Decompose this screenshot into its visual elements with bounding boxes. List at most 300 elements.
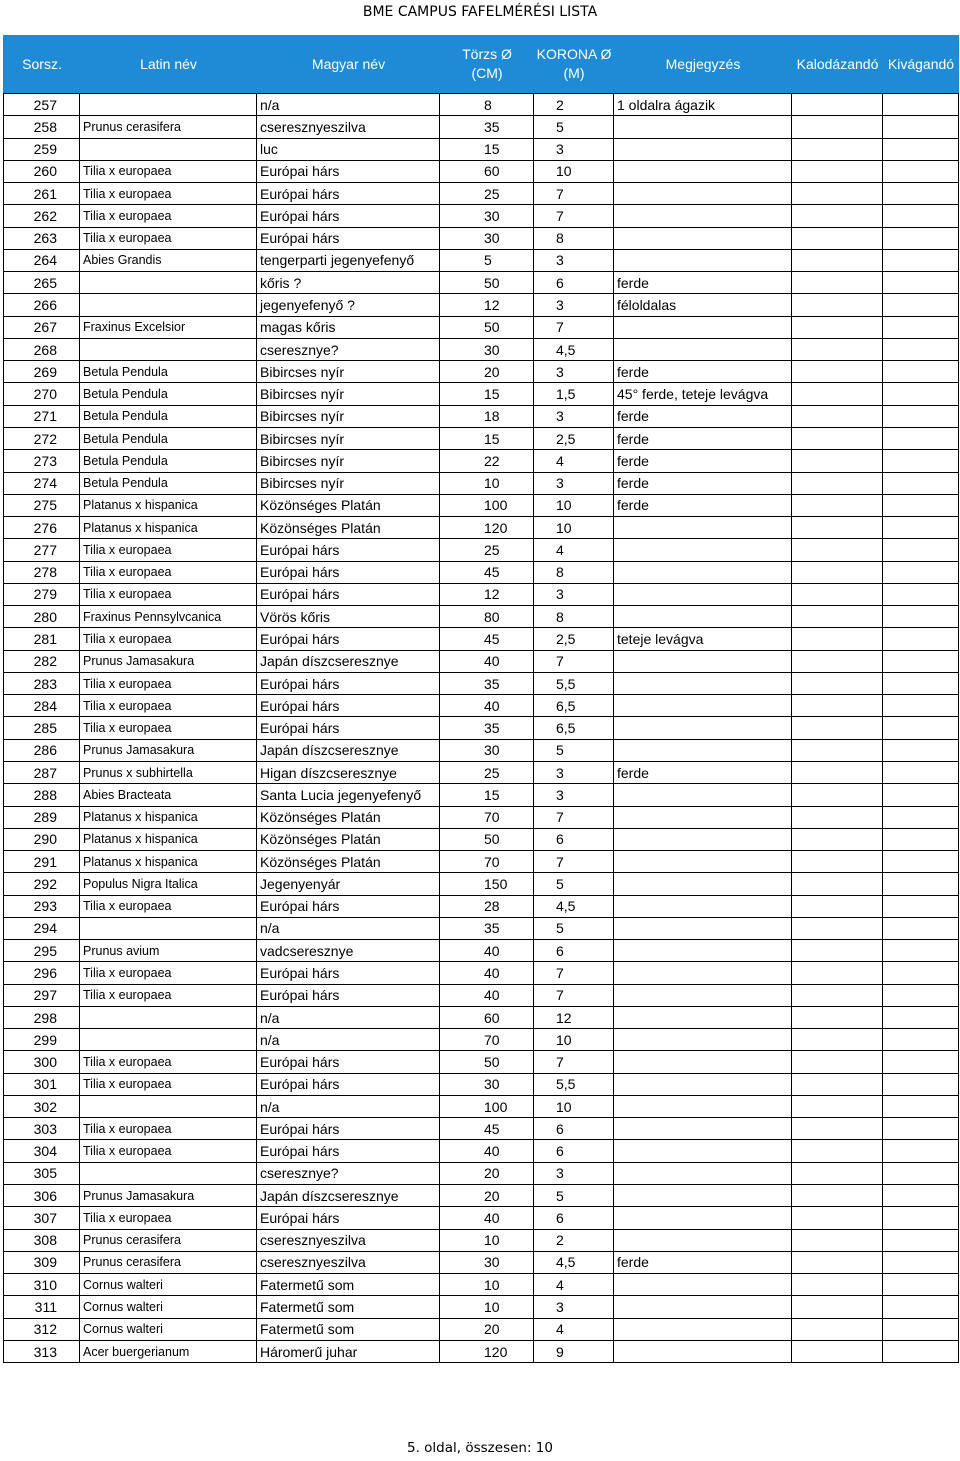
table-row [4,1006,959,1028]
cell-hungarian-name: Európai hárs [257,160,440,182]
cell-to-cut [883,160,959,182]
cell-trunk: 20 [440,1162,534,1184]
cell-to-cut [883,1140,959,1162]
cell-latin-name [80,294,257,316]
cell-to-fence [792,227,883,249]
cell-crown: 6 [534,272,614,294]
cell-trunk: 35 [440,717,534,739]
cell-crown: 4 [534,1274,614,1296]
cell-serial: 307 [4,1207,80,1229]
cell-to-cut [883,1095,959,1117]
cell-to-fence [792,1073,883,1095]
cell-hungarian-name: Bibircses nyír [257,361,440,383]
cell-crown: 6 [534,940,614,962]
cell-trunk: 100 [440,1095,534,1117]
cell-hungarian-name: Európai hárs [257,1051,440,1073]
cell-serial: 258 [4,116,80,138]
table-row [4,1274,959,1296]
cell-to-fence [792,338,883,360]
cell-to-fence [792,450,883,472]
cell-crown: 6 [534,828,614,850]
cell-note [614,138,792,160]
table-row [4,984,959,1006]
table-row [4,1073,959,1095]
table-row [4,249,959,271]
cell-serial: 292 [4,873,80,895]
table-row [4,739,959,761]
cell-to-fence [792,784,883,806]
cell-note [614,1296,792,1318]
page-footer: 5. oldal, összesen: 10 [407,1440,553,1456]
cell-hungarian-name: Európai hárs [257,539,440,561]
cell-to-cut [883,962,959,984]
cell-note [614,249,792,271]
cell-serial: 295 [4,940,80,962]
cell-hungarian-name: luc [257,138,440,160]
cell-to-cut [883,316,959,338]
cell-hungarian-name: magas kőris [257,316,440,338]
cell-to-fence [792,1185,883,1207]
table-row [4,1140,959,1162]
cell-serial: 273 [4,450,80,472]
cell-note: ferde [614,494,792,516]
cell-crown: 3 [534,761,614,783]
table-row [4,1118,959,1140]
cell-trunk: 15 [440,383,534,405]
cell-to-cut [883,917,959,939]
cell-note: ferde [614,450,792,472]
cell-hungarian-name: Európai hárs [257,984,440,1006]
cell-latin-name: Tilia x europaea [80,628,257,650]
cell-trunk: 40 [440,940,534,962]
header-sorsz: Sorsz. [22,55,62,72]
cell-crown: 10 [534,517,614,539]
cell-trunk: 40 [440,1207,534,1229]
cell-to-cut [883,1185,959,1207]
cell-crown: 7 [534,205,614,227]
cell-to-fence [792,1118,883,1140]
cell-hungarian-name: Fatermetű som [257,1274,440,1296]
cell-hungarian-name: n/a [257,1006,440,1028]
table-row [4,405,959,427]
cell-latin-name: Cornus walteri [80,1318,257,1340]
cell-latin-name [80,338,257,360]
cell-hungarian-name: Bibircses nyír [257,427,440,449]
cell-trunk: 50 [440,828,534,850]
cell-to-fence [792,517,883,539]
cell-latin-name: Platanus x hispanica [80,517,257,539]
cell-to-fence [792,1296,883,1318]
table-row [4,672,959,694]
cell-to-cut [883,739,959,761]
cell-trunk: 25 [440,761,534,783]
table-row [4,1162,959,1184]
cell-note [614,695,792,717]
cell-crown: 8 [534,561,614,583]
table-row [4,316,959,338]
cell-trunk: 45 [440,1118,534,1140]
cell-hungarian-name: Japán díszcseresznye [257,739,440,761]
cell-serial: 266 [4,294,80,316]
header-trunk-diameter: Törzs Ø (CM) [462,46,512,81]
cell-serial: 278 [4,561,80,583]
cell-to-fence [792,1207,883,1229]
cell-crown: 10 [534,160,614,182]
cell-latin-name: Tilia x europaea [80,183,257,205]
cell-serial: 312 [4,1318,80,1340]
cell-to-fence [792,1051,883,1073]
cell-serial: 272 [4,427,80,449]
cell-hungarian-name: n/a [257,94,440,116]
cell-to-cut [883,1118,959,1140]
cell-trunk: 40 [440,1140,534,1162]
cell-trunk: 25 [440,539,534,561]
cell-hungarian-name: vadcseresznye [257,940,440,962]
table-row [4,717,959,739]
cell-to-fence [792,494,883,516]
cell-trunk: 30 [440,205,534,227]
cell-latin-name: Abies Grandis [80,249,257,271]
cell-note [614,962,792,984]
cell-latin-name: Prunus cerasifera [80,1251,257,1273]
cell-to-cut [883,1073,959,1095]
cell-to-cut [883,583,959,605]
cell-to-cut [883,1051,959,1073]
table-row [4,940,959,962]
table-row [4,116,959,138]
cell-latin-name: Tilia x europaea [80,227,257,249]
table-row [4,227,959,249]
cell-note [614,316,792,338]
table-row [4,561,959,583]
cell-latin-name [80,1162,257,1184]
cell-serial: 267 [4,316,80,338]
cell-crown: 8 [534,227,614,249]
cell-note [614,583,792,605]
cell-note [614,1073,792,1095]
cell-crown: 4 [534,1318,614,1340]
cell-trunk: 45 [440,628,534,650]
cell-to-cut [883,606,959,628]
cell-to-cut [883,1162,959,1184]
cell-serial: 263 [4,227,80,249]
cell-serial: 262 [4,205,80,227]
cell-crown: 7 [534,183,614,205]
cell-to-fence [792,405,883,427]
cell-note [614,1207,792,1229]
cell-hungarian-name: Európai hárs [257,895,440,917]
table-row [4,517,959,539]
cell-crown: 6 [534,1118,614,1140]
cell-note [614,183,792,205]
cell-to-cut [883,405,959,427]
cell-note [614,806,792,828]
cell-note: ferde [614,1251,792,1273]
cell-latin-name [80,272,257,294]
cell-trunk: 80 [440,606,534,628]
cell-to-cut [883,1251,959,1273]
cell-hungarian-name: tengerparti jegenyefenyő [257,249,440,271]
cell-trunk: 15 [440,138,534,160]
cell-note [614,1140,792,1162]
cell-latin-name: Prunus Jamasakura [80,650,257,672]
cell-to-fence [792,695,883,717]
cell-note: 1 oldalra ágazik [614,94,792,116]
cell-note [614,517,792,539]
cell-to-fence [792,873,883,895]
cell-note [614,1006,792,1028]
cell-serial: 277 [4,539,80,561]
cell-crown: 1,5 [534,383,614,405]
cell-to-fence [792,806,883,828]
tree-table [3,93,959,1363]
table-row [4,628,959,650]
cell-hungarian-name: Európai hárs [257,628,440,650]
cell-hungarian-name: Európai hárs [257,1207,440,1229]
cell-crown: 3 [534,294,614,316]
cell-latin-name: Prunus Jamasakura [80,1185,257,1207]
cell-note [614,116,792,138]
header-note: Megjegyzés [665,55,741,72]
cell-latin-name: Populus Nigra Italica [80,873,257,895]
table-row [4,1251,959,1273]
cell-to-cut [883,784,959,806]
cell-trunk: 60 [440,1006,534,1028]
cell-hungarian-name: n/a [257,1029,440,1051]
cell-serial: 306 [4,1185,80,1207]
cell-note [614,1340,792,1362]
cell-trunk: 60 [440,160,534,182]
cell-to-cut [883,828,959,850]
cell-hungarian-name: Közönséges Platán [257,517,440,539]
table-row [4,94,959,116]
cell-note [614,917,792,939]
cell-note [614,1229,792,1251]
cell-crown: 7 [534,806,614,828]
header-latin-name: Latin név [140,55,197,72]
cell-trunk: 40 [440,962,534,984]
cell-hungarian-name: Higan díszcseresznye [257,761,440,783]
cell-trunk: 28 [440,895,534,917]
cell-serial: 283 [4,672,80,694]
cell-hungarian-name: n/a [257,1095,440,1117]
table-row [4,761,959,783]
cell-note: ferde [614,361,792,383]
cell-to-cut [883,628,959,650]
cell-note [614,1185,792,1207]
cell-latin-name: Prunus cerasifera [80,1229,257,1251]
cell-latin-name [80,1095,257,1117]
cell-trunk: 100 [440,494,534,516]
cell-latin-name: Tilia x europaea [80,583,257,605]
cell-note [614,984,792,1006]
cell-latin-name: Tilia x europaea [80,1073,257,1095]
cell-serial: 260 [4,160,80,182]
table-row [4,1296,959,1318]
cell-note [614,784,792,806]
cell-crown: 2,5 [534,628,614,650]
page-title: BME CAMPUS FAFELMÉRÉSI LISTA [362,4,598,20]
cell-trunk: 10 [440,1296,534,1318]
cell-to-cut [883,1340,959,1362]
cell-serial: 280 [4,606,80,628]
cell-hungarian-name: Európai hárs [257,962,440,984]
cell-latin-name: Platanus x hispanica [80,806,257,828]
cell-crown: 4 [534,539,614,561]
cell-hungarian-name: Fatermetű som [257,1296,440,1318]
cell-hungarian-name: Santa Lucia jegenyefenyő [257,784,440,806]
cell-to-cut [883,450,959,472]
cell-crown: 4,5 [534,1251,614,1273]
cell-crown: 5,5 [534,672,614,694]
cell-trunk: 120 [440,517,534,539]
cell-crown: 3 [534,1296,614,1318]
cell-to-fence [792,940,883,962]
cell-to-cut [883,539,959,561]
cell-note: ferde [614,405,792,427]
table-row [4,1095,959,1117]
cell-to-fence [792,1006,883,1028]
table-row [4,338,959,360]
cell-hungarian-name: jegenyefenyő ? [257,294,440,316]
cell-to-cut [883,1296,959,1318]
cell-hungarian-name: Bibircses nyír [257,383,440,405]
cell-serial: 271 [4,405,80,427]
cell-trunk: 50 [440,272,534,294]
cell-latin-name: Tilia x europaea [80,561,257,583]
cell-to-fence [792,249,883,271]
cell-note [614,739,792,761]
table-row [4,1340,959,1362]
cell-serial: 288 [4,784,80,806]
cell-serial: 287 [4,761,80,783]
cell-to-fence [792,116,883,138]
cell-latin-name: Tilia x europaea [80,539,257,561]
cell-latin-name: Tilia x europaea [80,1051,257,1073]
cell-crown: 3 [534,784,614,806]
cell-latin-name [80,1029,257,1051]
cell-note: teteje levágva [614,628,792,650]
cell-hungarian-name: Európai hárs [257,561,440,583]
cell-serial: 276 [4,517,80,539]
cell-latin-name: Tilia x europaea [80,1118,257,1140]
table-row [4,606,959,628]
cell-latin-name: Tilia x europaea [80,1140,257,1162]
cell-serial: 313 [4,1340,80,1362]
cell-to-fence [792,761,883,783]
cell-note: ferde [614,472,792,494]
cell-hungarian-name: Európai hárs [257,717,440,739]
cell-note [614,1029,792,1051]
cell-hungarian-name: Fatermetű som [257,1318,440,1340]
cell-crown: 7 [534,962,614,984]
cell-serial: 285 [4,717,80,739]
cell-crown: 3 [534,405,614,427]
cell-to-cut [883,472,959,494]
cell-to-cut [883,761,959,783]
cell-hungarian-name: Bibircses nyír [257,450,440,472]
cell-serial: 265 [4,272,80,294]
cell-note [614,1318,792,1340]
cell-hungarian-name: Európai hárs [257,1140,440,1162]
cell-trunk: 22 [440,450,534,472]
table-row [4,851,959,873]
cell-hungarian-name: n/a [257,917,440,939]
cell-to-fence [792,539,883,561]
cell-serial: 290 [4,828,80,850]
cell-latin-name: Betula Pendula [80,361,257,383]
cell-note [614,828,792,850]
cell-crown: 7 [534,650,614,672]
cell-trunk: 40 [440,650,534,672]
cell-serial: 275 [4,494,80,516]
cell-serial: 281 [4,628,80,650]
cell-note: ferde [614,761,792,783]
cell-crown: 4 [534,450,614,472]
cell-crown: 5 [534,1185,614,1207]
cell-to-fence [792,606,883,628]
cell-trunk: 10 [440,1274,534,1296]
cell-hungarian-name: cseresznyeszilva [257,116,440,138]
cell-to-fence [792,1229,883,1251]
cell-serial: 286 [4,739,80,761]
cell-to-cut [883,1029,959,1051]
cell-trunk: 30 [440,227,534,249]
cell-latin-name: Prunus x subhirtella [80,761,257,783]
cell-to-cut [883,205,959,227]
cell-to-fence [792,138,883,160]
table-row [4,383,959,405]
cell-to-cut [883,272,959,294]
cell-trunk: 30 [440,1251,534,1273]
cell-latin-name: Tilia x europaea [80,895,257,917]
cell-latin-name: Tilia x europaea [80,695,257,717]
cell-to-fence [792,1274,883,1296]
cell-crown: 2 [534,1229,614,1251]
cell-to-cut [883,717,959,739]
cell-to-fence [792,383,883,405]
cell-note: féloldalas [614,294,792,316]
cell-crown: 2,5 [534,427,614,449]
cell-to-fence [792,851,883,873]
cell-to-cut [883,294,959,316]
cell-crown: 10 [534,1095,614,1117]
cell-to-fence [792,583,883,605]
cell-latin-name: Prunus Jamasakura [80,739,257,761]
cell-note [614,895,792,917]
cell-trunk: 30 [440,1073,534,1095]
cell-to-cut [883,672,959,694]
cell-to-cut [883,361,959,383]
cell-serial: 299 [4,1029,80,1051]
cell-to-cut [883,1006,959,1028]
cell-crown: 6 [534,1207,614,1229]
table-row [4,895,959,917]
table-row [4,427,959,449]
cell-to-cut [883,183,959,205]
cell-note [614,1162,792,1184]
cell-note [614,851,792,873]
cell-latin-name: Tilia x europaea [80,962,257,984]
cell-note [614,205,792,227]
table-row [4,1207,959,1229]
cell-note [614,338,792,360]
cell-hungarian-name: kőris ? [257,272,440,294]
table-row [4,294,959,316]
cell-to-fence [792,361,883,383]
cell-latin-name: Betula Pendula [80,405,257,427]
cell-hungarian-name: Európai hárs [257,227,440,249]
